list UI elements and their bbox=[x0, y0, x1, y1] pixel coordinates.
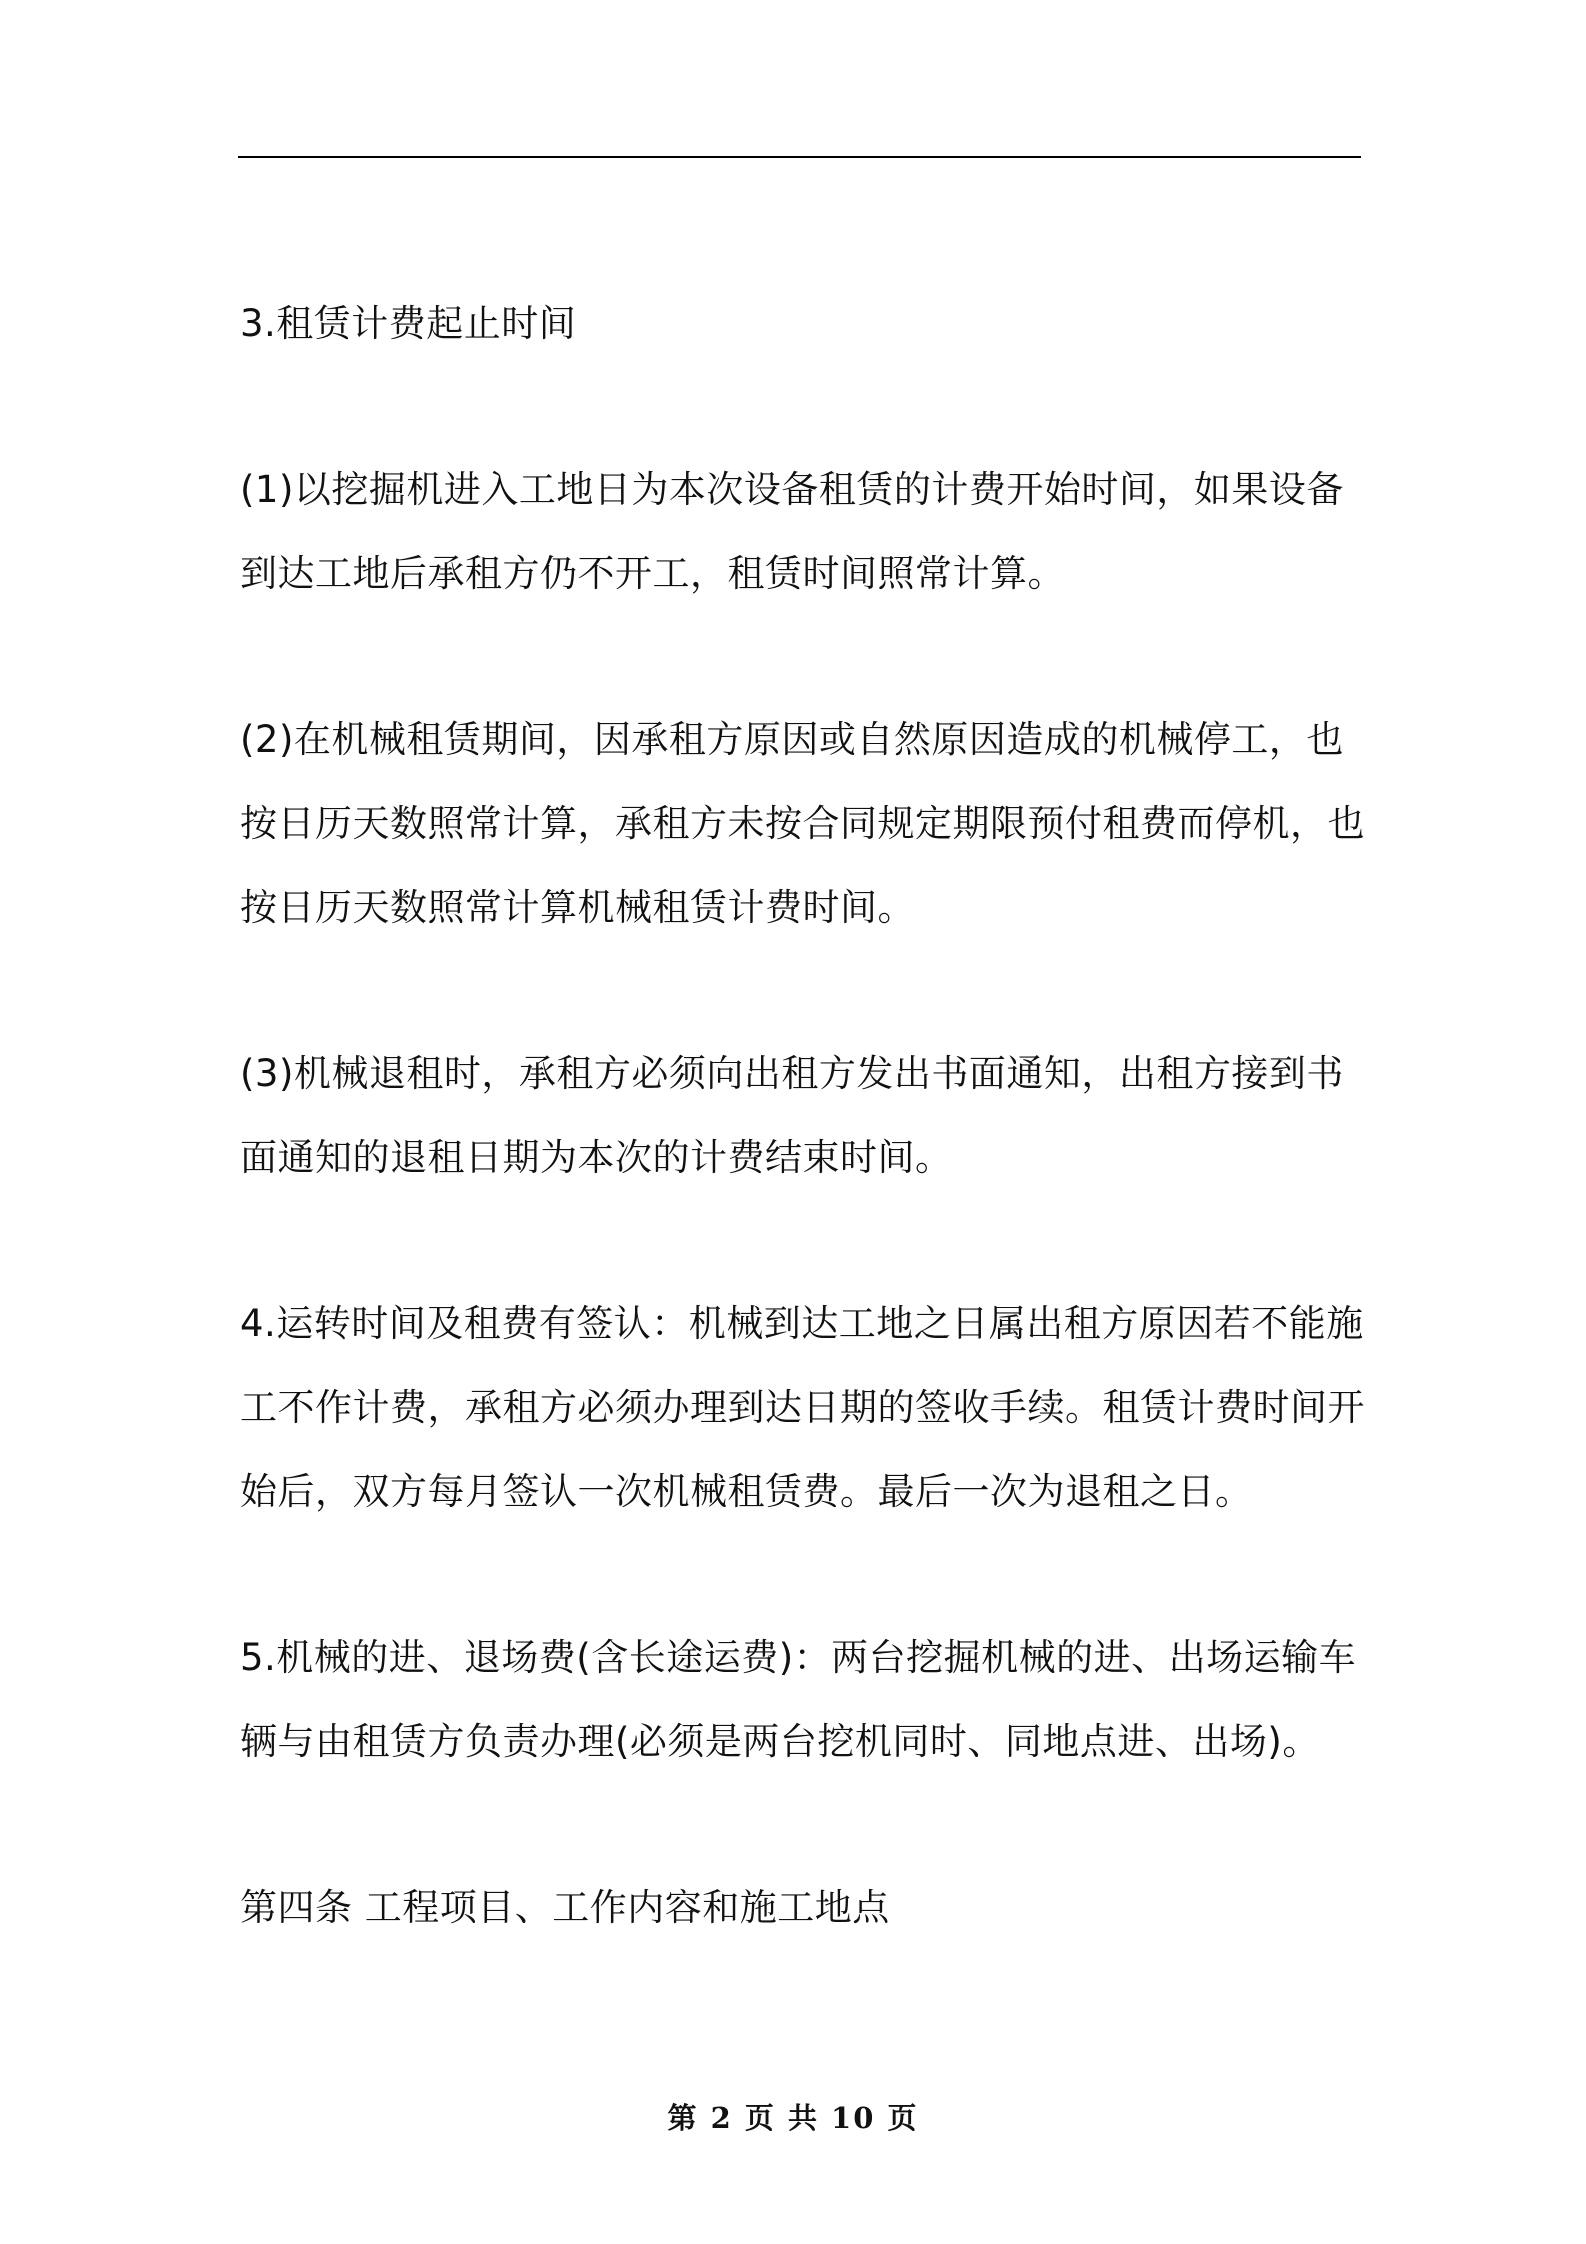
text-line: 辆与由租赁方负责办理(必须是两台挖机同时、同地点进、出场)。 bbox=[240, 1720, 1320, 1763]
text-line: 按日历天数照常计算，承租方未按合同规定期限预付租费而停机，也 bbox=[240, 802, 1365, 845]
text-line: (2)在机械租赁期间，因承租方原因或自然原因造成的机械停工，也 bbox=[240, 718, 1344, 761]
paragraph-4 bbox=[240, 1282, 1365, 1534]
text-line: 面通知的退租日期为本次的计费结束时间。 bbox=[240, 1136, 953, 1179]
paragraph-3-heading bbox=[240, 282, 1362, 366]
article-4-heading bbox=[240, 1866, 1362, 1950]
paragraph-3-2 bbox=[240, 698, 1365, 950]
text-line: (1)以挖掘机进入工地日为本次设备租赁的计费开始时间，如果设备 bbox=[240, 468, 1344, 511]
text-line: 按日历天数照常计算机械租赁计费时间。 bbox=[240, 886, 915, 929]
text-line: (3)机械退租时，承租方必须向出租方发出书面通知，出租方接到书 bbox=[240, 1052, 1344, 1095]
page-number-footer: 第 2 页 共 10 页 bbox=[667, 2101, 919, 2135]
text-line: 始后，双方每月签认一次机械租赁费。最后一次为退租之日。 bbox=[240, 1470, 1253, 1513]
paragraph-3-3 bbox=[240, 1032, 1362, 1200]
paragraph-3-1 bbox=[240, 448, 1362, 616]
header-rule bbox=[238, 156, 1361, 158]
text-line: 3.租赁计费起止时间 bbox=[240, 302, 577, 345]
text-line: 到达工地后承租方仍不开工，租赁时间照常计算。 bbox=[240, 552, 1065, 595]
text-line: 4.运转时间及租费有签认：机械到达工地之日属出租方原因若不能施 bbox=[240, 1302, 1364, 1345]
text-line: 工不作计费，承租方必须办理到达日期的签收手续。租赁计费时间开 bbox=[240, 1386, 1365, 1429]
text-line: 第四条 工程项目、工作内容和施工地点 bbox=[240, 1886, 890, 1929]
text-line: 5.机械的进、退场费(含长途运费)：两台挖掘机械的进、出场运输车 bbox=[240, 1636, 1357, 1679]
document-body bbox=[240, 282, 1365, 2032]
paragraph-5 bbox=[240, 1616, 1362, 1784]
